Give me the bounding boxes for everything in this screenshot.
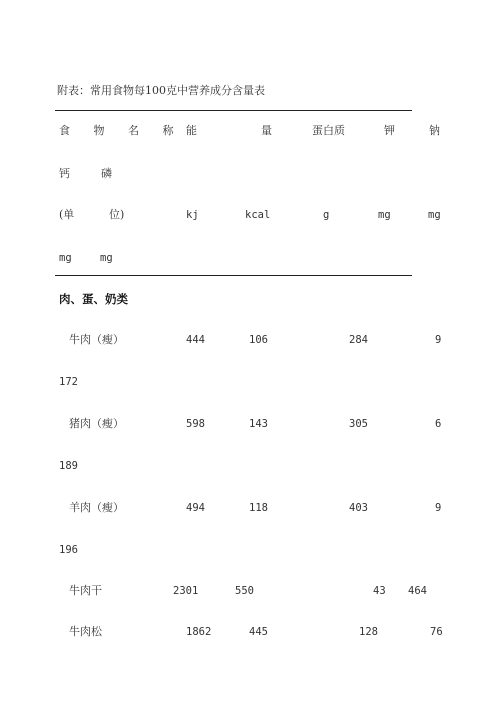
row-kcal: 106 xyxy=(249,334,268,346)
header-sodium: 钠 xyxy=(429,124,440,137)
section-title: 肉、蛋、奶类 xyxy=(59,292,128,306)
header-unit-kj: kj xyxy=(186,209,199,221)
header-unit-kcal: kcal xyxy=(245,209,271,221)
row-food-name: 猪肉（瘦） xyxy=(69,417,124,430)
header-protein: 蛋白质 xyxy=(312,124,345,137)
row-calcium: 172 xyxy=(59,376,78,388)
row-sodium: 9 xyxy=(435,334,442,346)
row-kcal: 550 xyxy=(235,585,254,597)
header-calcium: 钙 xyxy=(59,167,70,180)
row-sodium: 9 xyxy=(435,502,442,514)
row-food-name: 羊肉（瘦） xyxy=(69,501,124,514)
row-calcium: 196 xyxy=(59,544,78,556)
table-header-rule xyxy=(55,275,412,276)
header-potassium: 钾 xyxy=(384,124,395,137)
row-potassium: 403 xyxy=(349,502,368,514)
row-potassium: 128 xyxy=(359,626,378,638)
row-sodium: 464 xyxy=(408,585,427,597)
row-kj: 494 xyxy=(186,502,205,514)
row-potassium: 305 xyxy=(349,418,368,430)
row-kcal: 445 xyxy=(249,626,268,638)
row-food-name: 牛肉（瘦） xyxy=(69,333,124,346)
row-kcal: 143 xyxy=(249,418,268,430)
row-potassium: 43 xyxy=(373,585,386,597)
header-unit-mg-3: mg xyxy=(59,252,72,264)
header-unit-mg-1: mg xyxy=(378,209,391,221)
header-unit-mg-4: mg xyxy=(100,252,113,264)
table-top-rule xyxy=(55,110,412,111)
header-energy-a: 能 xyxy=(186,124,197,137)
row-sodium: 6 xyxy=(435,418,442,430)
row-potassium: 284 xyxy=(349,334,368,346)
row-kj: 2301 xyxy=(173,585,199,597)
row-food-name: 牛肉干 xyxy=(69,584,102,597)
header-unit-g: g xyxy=(323,209,330,221)
row-sodium: 76 xyxy=(430,626,443,638)
page-title: 附表：常用食物每100克中营养成分含量表 xyxy=(57,84,265,97)
header-food-name: 食 物 名 称 xyxy=(59,124,184,137)
header-phosphorus: 磷 xyxy=(101,167,112,180)
row-kj: 598 xyxy=(186,418,205,430)
header-unit-a: (单 xyxy=(59,208,75,221)
row-kj: 444 xyxy=(186,334,205,346)
header-unit-mg-2: mg xyxy=(428,209,441,221)
header-unit-b: 位) xyxy=(109,208,125,221)
row-kcal: 118 xyxy=(249,502,268,514)
row-food-name: 牛肉松 xyxy=(69,625,102,638)
row-kj: 1862 xyxy=(186,626,212,638)
header-energy-b: 量 xyxy=(261,124,272,137)
row-calcium: 189 xyxy=(59,460,78,472)
